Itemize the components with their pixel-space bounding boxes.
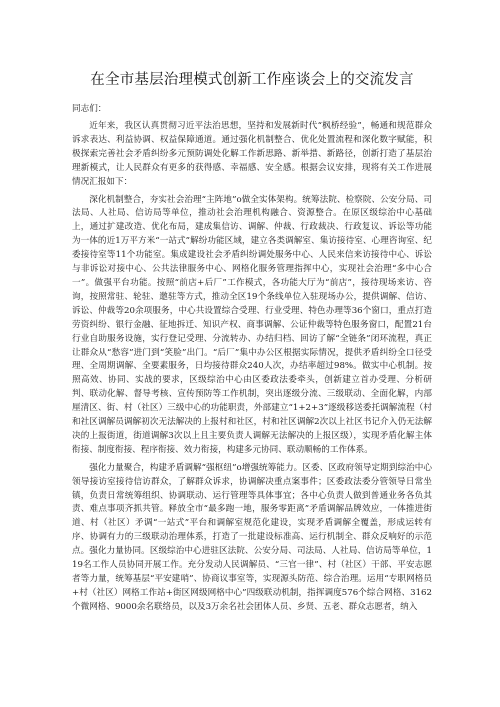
paragraph-force-aggregation: 强化力量聚合，构建矛盾调解“强枢纽”o增强统筹能力。区委、区政府领导定期到综治中心领导接访室接待信访群众，了解群众诉求，协调解决重点案事件；区委政法委分管领导日常坐镇，负责日常统筹组织、协调联动、运行管理等具体事宜；各中心负责人做到普通业务各负其责、难点事项齐抓共管。释放全市“最多跑一地，服务零距离”矛盾调解品牌效应，一体推进街道、村（社区）矛调“一站式”平台和调解室规范化建设，实现矛盾调解全覆盖，形成运转有序、协调有力的三级联动治理体系，打造了一批建设标准高、运行机制全、群众反响好的示范点。强化力量协同。区级综治中心进驻区法院、公安分局、司法局、人社局、信访局等单位，119名工作人员协同开展工作。充分发动人民调解员、“三官一律”、村（社区）干部、平安志愿者等力量，统筹基层“平安建哨”、协商议事室等，实现源头防范、综合治理。运用“专职网格员+村（社区）网格工作站+街区网级网格中心”四级联动机制，指挥调度576个综合网格、3162个微网格、9000余名联络员，以及3万余名社会团体人员、乡贤、五老、群众志愿者，纳入 [72,462,432,612]
document-title: 在全市基层治理模式创新工作座谈会上的交流发言 [90,72,414,88]
paragraph-intro: 近年来，我区认真贯彻习近平法治思想，坚持和发展新时代“枫桥经验”，畅通和规范群众诉求表达、利益协调、权益保障通道。通过强化机制整合、优化处置流程和深化数字赋能，积极探索完善社会矛盾纠纷多元预防调处化解工作新思路、新举措、新路径，创新打造了基层治理新模式，让人民群众有更多的获得感、幸福感、安全感。根据会议安排，现将有关工作进展情况汇报如下： [72,121,432,187]
paragraph-mechanism-integration: 深化机制整合，夯实社会治理“主阵地”o做全实体架构。统筹法院、检察院、公安分局、司法局、人社局、信访局等单位，推动社会治理机构融合、资源整合。在原区级综治中心基础上，通过扩建改造、优化布局，建成集信访、调解、仲裁、行政裁决、行政复议、诉讼等功能为一体的近1万平方米“一站式”解纷功能区域，建立各类调解室、集访接待室、心理咨询室、纪委接待室等11个功能室。集成建设社会矛盾纠纷调处服务中心、人民来信来访接待中心、诉讼与非诉讼对接中心、公共法律服务中心、网格化服务管理指挥中心，实现社会治理“多中心合一”。做强平台功能。按照“前店+后厂”工作模式，各功能大厅为“前店”，接待现场来访、咨询，按照常驻、轮驻、邀驻等方式，推动全区19个条线单位入驻现场办公，提供调解、信访、诉讼、仲裁等20余项服务，中心共设置综合受理、行业受理、特色办理等36个窗口，重点打造劳资纠纷、银行金融、征地拆迁、知识产权、商事调解、公证仲裁等特色服务窗口，配置21台行业自助服务设施，实行登记受理、分流转办、办结归档、回访了解“全链条”闭环流程，真正让群众从“愁容”进门到“笑脸”出门。“后厂”集中办公区根据实际情况，提供矛盾纠纷全口径受理、全周期调解、全要素服务，日均接待群众240人次，办结率超过98%。做实中心机制。按照高效、协同、实战的要求，区级综治中心由区委政法委牵头，创新建立首办受理、分析研判、联动化解、督导考核、宣传预防等工作机制，突出逐级分流、三级联动、全面化解，内部厘清区、街、村（社区）三级中心的功能职责，外部建立“1+2+3”逐级移送委托调解流程（村和社区调解员调解初次无法解决的上报村和社区，村和社区调解2次以上社区书记介入仍无法解决的上报街道，街道调解3次以上且主要负责人调解无法解决的上报区级），实现矛盾化解主体衔接、制度衔接、程序衔接、效力衔接，构建多元协同、联动顺畅的工作体系。 [72,194,432,455]
salutation: 同志们： [72,104,107,114]
